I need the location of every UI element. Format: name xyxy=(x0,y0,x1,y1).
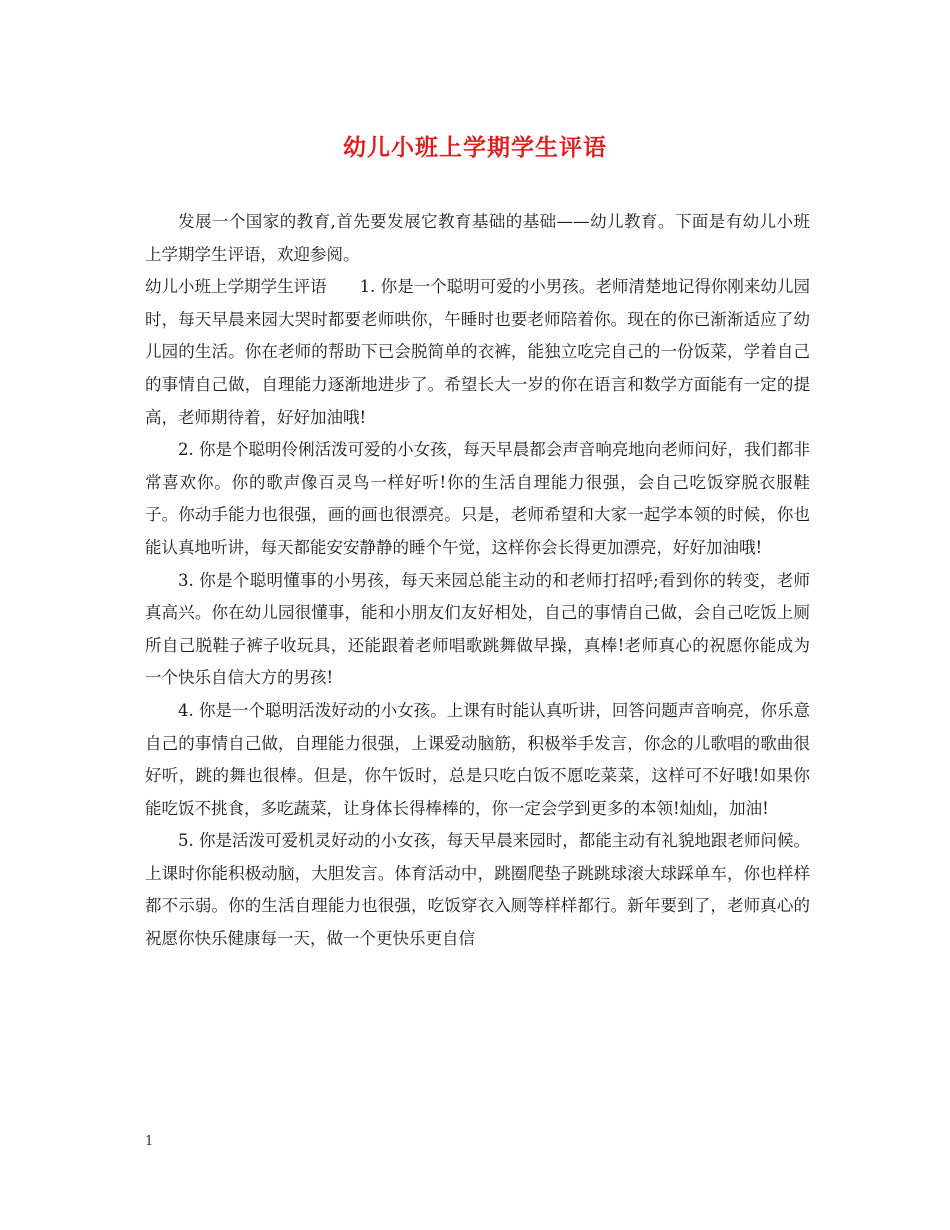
comment-paragraph-3: 3. 你是个聪明懂事的小男孩，每天来园总能主动的和老师打招呼;看到你的转变，老师真高兴。你在幼儿园很懂事，能和小朋友们友好相处，自己的事情自己做，会自己吃饭上厕所自己脱鞋子裤子收玩具，还能跟着老师唱歌跳舞做早操，真棒!老师真心的祝愿你能成为一个快乐自信大方的男孩! xyxy=(145,570,810,688)
comment-paragraph-5: 5. 你是活泼可爱机灵好动的小女孩，每天早晨来园时，都能主动有礼貌地跟老师问候。上课时你能积极动脑，大胆发言。体育活动中，跳圈爬垫子跳跳球滚大球踩单车，你也样样都不示弱。你的生活自理能力也很强，吃饭穿衣入厕等样样都行。新年要到了，老师真心的祝愿你快乐健康每一天，做一个更快乐更自信 xyxy=(145,831,810,949)
intro-paragraph: 发展一个国家的教育,首先要发展它教育基础的基础——幼儿教育。下面是有幼儿小班上学期学生评语，欢迎参阅。 xyxy=(145,212,810,264)
document-title: 幼儿小班上学期学生评语 xyxy=(343,134,607,161)
comment-paragraph-1: 幼儿小班上学期学生评语 1. 你是一个聪明可爱的小男孩。老师清楚地记得你刚来幼儿园时，每天早晨来园大哭时都要老师哄你，午睡时也要老师陪着你。现在的你已渐渐适应了幼儿园的生活。你在老师的帮助下已会脱简单的衣裤，能独立吃完自己的一份饭菜，学着自己的事情自己做，自理能力逐渐地进步了。希望长大一岁的你在语言和数学方面能有一定的提高，老师期待着，好好加油哦! xyxy=(145,277,810,427)
comment-paragraph-4: 4. 你是一个聪明活泼好动的小女孩。上课有时能认真听讲，回答问题声音响亮，你乐意自己的事情自己做，自理能力很强，上课爱动脑筋，积极举手发言，你念的儿歌唱的歌曲很好听，跳的舞也很棒。但是，你午饭时，总是只吃白饭不愿吃菜菜，这样可不好哦!如果你能吃饭不挑食，多吃蔬菜，让身体长得棒棒的，你一定会学到更多的本领!灿灿，加油! xyxy=(145,700,810,818)
document-body xyxy=(145,206,810,956)
page-number: 1 xyxy=(145,1134,154,1149)
comment-paragraph-2: 2. 你是个聪明伶俐活泼可爱的小女孩，每天早晨都会声音响亮地向老师问好，我们都非常喜欢你。你的歌声像百灵鸟一样好听!你的生活自理能力很强，会自己吃饭穿脱衣服鞋子。你动手能力也很强，画的画也很漂亮。只是，老师希望和大家一起学本领的时候，你也能认真地听讲，每天都能安安静静的睡个午觉，这样你会长得更加漂亮，好好加油哦! xyxy=(145,440,810,557)
